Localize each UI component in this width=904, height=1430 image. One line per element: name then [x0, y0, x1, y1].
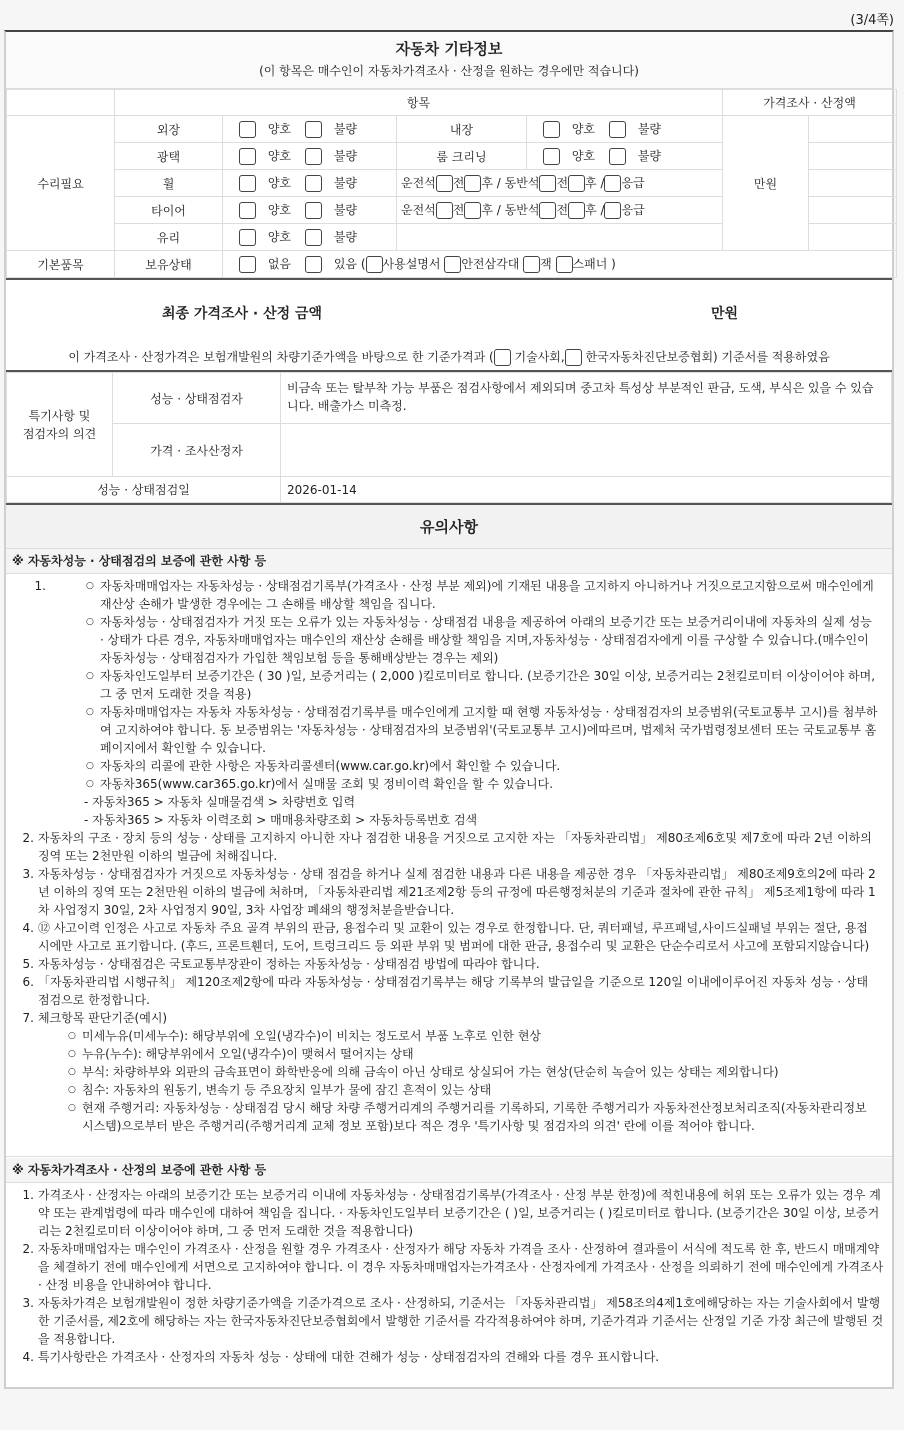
item-number: 2.	[22, 1242, 34, 1256]
sub-item: ○ 자동차의 리콜에 관한 사항은 자동차리콜센터(www.car.go.kr)에서 확인할 수 있습니다.	[84, 757, 878, 775]
list-item	[10, 577, 878, 829]
gloss-label: 광택	[115, 143, 223, 170]
glass-label: 유리	[115, 224, 223, 251]
sub-item: ○ 부식: 차량하부와 외판의 금속표면이 화학반응에 의해 금속이 아닌 상태로 상실되어 가는 현상(단순히 녹슬어 있는 상태는 제외합니다)	[66, 1063, 878, 1081]
interior-bad-checkbox[interactable]	[609, 121, 626, 138]
front-label: 전	[556, 203, 569, 217]
tire-emergency-checkbox[interactable]	[604, 202, 621, 219]
driver-seat-label: 운전석	[401, 203, 436, 217]
bad-label: 불량	[637, 149, 662, 163]
good-label: 양호	[267, 176, 292, 190]
wheel-driver-rear-checkbox[interactable]	[464, 175, 481, 192]
item-number: 5.	[22, 957, 34, 971]
repair-label: 수리필요	[7, 116, 115, 251]
list-item	[10, 865, 878, 919]
item-text: ⑫ 사고이력 인정은 사고로 자동차 주요 골격 부위의 판금, 용접수리 및 교환이 있는 경우로 한정합니다. 단, 쿼터패널, 루프패널,사이드실패널 부위는 절단, 용접 시에만 사고로 표기합니다. (후드, 프론트휀더, 도어, 트렁크리드 등 외판 부위 및 범퍼에 대한 판금, 용접수리 및 교환은 단순수리로서 사고에 포함되지않습니다)	[38, 921, 870, 953]
engineers-society-checkbox[interactable]	[494, 349, 511, 366]
repair-unit: 만원	[723, 116, 809, 251]
final-amount-note	[6, 348, 892, 366]
passenger-seat-label: 동반석	[504, 203, 540, 217]
good-label: 양호	[267, 149, 292, 163]
spanner-checkbox[interactable]	[556, 256, 573, 273]
bad-label: 불량	[333, 149, 358, 163]
inspection-date-label: 성능 · 상태점검일	[7, 477, 281, 503]
sub-item: ○ 자동차365(www.car365.go.kr)에서 실매물 조회 및 정비이력 확인을 할 수 있습니다.	[84, 775, 878, 793]
good-label: 양호	[571, 149, 596, 163]
header-price: 가격조사 · 산정액	[723, 90, 897, 116]
list-item	[10, 973, 878, 1009]
list-item	[10, 1294, 884, 1348]
triangle-checkbox[interactable]	[444, 256, 461, 273]
sub-list	[84, 577, 878, 793]
sub-item: ○ 자동차성능 · 상태점검자가 거짓 또는 오류가 있는 자동차성능 · 상태점검 내용을 제공하여 아래의 보증기간 또는 보증거리이내에 자동차의 실제 성능 · 상태가 다른 경우, 자동차매매업자는 매수인의 재산상 손해를 배상할 책임을 지며,자동차성능 · 상태점검자에게 이를 구상할 수 있습니다.(매수인이 자동차성능 · 상태점검자가 가입한 책임보험 등을 통해배상받는 경우는 제외)	[84, 613, 878, 667]
dash-item: - 자동차365 > 자동차 이력조회 > 매매용차량조회 > 자동차등록번호 검색	[84, 813, 478, 827]
item-text: 자동차의 구조 · 장치 등의 성능 · 상태를 고지하지 아니한 자나 점검한 내용을 거짓으로 고지한 자는 「자동차관리법」 제80조제6호및 제7호에 따라 2년 이하의 징역 또는 2천만원 이하의 벌금에 처해집니다.	[38, 831, 872, 863]
dash-item: - 자동차365 > 자동차 실매물검색 > 차량번호 입력	[84, 795, 356, 809]
bad-label: 불량	[333, 122, 358, 136]
item-text: 자동차가격은 보험개발원이 정한 차량기준가액을 기준가격으로 조사 · 산정하되, 기준서는 「자동차관리법」 제58조의4제1호에해당하는 자는 기술사회에서 발행한 기준서를, 제2호에 해당하는 자는 한국자동차진단보증협회에서 발행한 기준서를 각각적용하여야 하며, 기준가격과 기준서는 산정일 기준 가장 최근에 발행된 것을 적용합니다.	[38, 1296, 884, 1346]
wheel-passenger-rear-checkbox[interactable]	[568, 175, 585, 192]
gloss-good-checkbox[interactable]	[239, 148, 256, 165]
manual-checkbox[interactable]	[366, 256, 383, 273]
list-item	[10, 919, 878, 955]
item-text: 자동차성능 · 상태점검은 국토교통부장관이 정하는 자동차성능 · 상태점검 방법에 따라야 합니다.	[38, 957, 540, 971]
tire-driver-rear-checkbox[interactable]	[464, 202, 481, 219]
interior-label: 내장	[397, 116, 527, 143]
wheel-good-checkbox[interactable]	[239, 175, 256, 192]
sub-list	[38, 1027, 878, 1135]
inspector-opinion: 비금속 또는 탈부착 가능 부품은 점검사항에서 제외되며 중고차 특성상 부분적인 판금, 도색, 부식은 있을 수 있습니다. 배출가스 미측정.	[281, 373, 892, 424]
price-warranty-list	[6, 1183, 892, 1366]
jack-checkbox[interactable]	[523, 256, 540, 273]
bad-label: 불량	[333, 203, 358, 217]
none-checkbox[interactable]	[239, 256, 256, 273]
emergency-label: 응급	[621, 203, 645, 217]
rear-label: 후 /	[481, 203, 501, 217]
page-number: (3/4쪽)	[850, 13, 894, 28]
item-number: 1.	[34, 579, 46, 593]
item-text: 자동차성능 · 상태점검자가 거짓으로 자동차성능 · 상태 점검을 하거나 실제 점검한 내용과 다른 내용을 제공한 경우 「자동차관리법」 제80조제9호의2에 따라 2년 이하의 징역 또는 2천만원 이하의 벌금에 처하며, 「자동차관리법 제21조제2항 등의 규정에 따른행정처분의 기준과 절차에 관한 규칙」 제5조제1항에 따라 1차 사업정지 30일, 2차 사업정지 90일, 3차 사업장 폐쇄의 행정처분을받습니다.	[38, 867, 876, 917]
sub-item: ○ 누유(누수): 해당부위에서 오일(냉각수)이 맺혀서 떨어지는 상태	[66, 1045, 878, 1063]
item-text: 「자동차관리법 시행규칙」 제120조제2항에 따라 자동차성능 · 상태점검기록부는 해당 기록부의 발급일을 기준으로 120일 이내에이루어진 자동차 성능 · 상태점검으로 한정합니다.	[38, 975, 869, 1007]
passenger-seat-label: 동반석	[504, 176, 540, 190]
exterior-bad-checkbox[interactable]	[305, 121, 322, 138]
exterior-good-checkbox[interactable]	[239, 121, 256, 138]
item-number: 1.	[22, 1188, 34, 1202]
opinion-section	[6, 372, 892, 505]
item-number: 2.	[22, 831, 34, 845]
rear-label: 후 /	[585, 176, 605, 190]
item-number: 4.	[22, 921, 34, 935]
price-warranty-heading: ※ 자동차가격조사 · 산정의 보증에 관한 사항 등	[6, 1158, 892, 1183]
rear-label: 후 /	[481, 176, 501, 190]
list-item	[10, 955, 878, 973]
item-text: 체크항목 판단기준(예시)	[38, 1011, 168, 1025]
have-checkbox[interactable]	[305, 256, 322, 273]
tire-passenger-rear-checkbox[interactable]	[568, 202, 585, 219]
other-info-title: 자동차 기타정보	[395, 40, 503, 58]
opinion-label-2: 점검자의 의견	[22, 426, 97, 441]
bad-label: 불량	[637, 122, 662, 136]
own-status-label: 보유상태	[115, 251, 223, 278]
wheel-emergency-checkbox[interactable]	[604, 175, 621, 192]
interior-good-checkbox[interactable]	[543, 121, 560, 138]
notice-section	[6, 505, 892, 1366]
good-label: 양호	[267, 230, 292, 244]
note-text: 기술사회,	[514, 350, 565, 364]
front-label: 전	[452, 176, 465, 190]
header-item: 항목	[115, 90, 723, 116]
item-number: 3.	[22, 867, 34, 881]
room-bad-checkbox[interactable]	[609, 148, 626, 165]
opinion-label-1: 특기사항 및	[28, 408, 91, 423]
spanner-label: 스패너 )	[572, 257, 616, 271]
driver-seat-label: 운전석	[401, 176, 436, 190]
front-label: 전	[452, 203, 465, 217]
glass-bad-checkbox[interactable]	[305, 229, 322, 246]
basic-items-label: 기본품목	[7, 251, 115, 278]
glass-good-checkbox[interactable]	[239, 229, 256, 246]
list-item	[10, 1186, 884, 1240]
wheel-passenger-front-checkbox[interactable]	[539, 175, 556, 192]
tire-label: 타이어	[115, 197, 223, 224]
note-text: 한국자동차진단보증협회) 기준서를 적용하였음	[585, 350, 830, 364]
inspection-warranty-heading: ※ 자동차성능 · 상태점검의 보증에 관한 사항 등	[6, 549, 892, 574]
list-item	[10, 1348, 884, 1366]
tire-driver-front-checkbox[interactable]	[436, 202, 453, 219]
kadia-checkbox[interactable]	[565, 349, 582, 366]
final-amount-unit: 만원	[711, 306, 739, 322]
other-info-table	[6, 89, 897, 278]
tire-good-checkbox[interactable]	[239, 202, 256, 219]
price-person-opinion	[281, 424, 892, 477]
note-text: 이 가격조사 · 산정가격은 보험개발원의 차량기준가액을 바탕으로 한 기준가격과 (	[68, 350, 494, 364]
sub-item: ○ 침수: 자동차의 원동기, 변속기 등 주요장치 일부가 물에 잠긴 흔적이 있는 상태	[66, 1081, 878, 1099]
opinion-table	[6, 372, 892, 503]
price-person-label: 가격 · 조사산정자	[113, 424, 281, 477]
good-label: 양호	[267, 203, 292, 217]
exterior-label: 외장	[115, 116, 223, 143]
rear-label: 후 /	[585, 203, 605, 217]
other-info-section	[6, 32, 892, 280]
item-number: 3.	[22, 1296, 34, 1310]
bad-label: 불량	[333, 230, 358, 244]
emergency-label: 응급	[621, 176, 645, 190]
room-cleaning-label: 룸 크리닝	[397, 143, 527, 170]
wheel-bad-checkbox[interactable]	[305, 175, 322, 192]
none-label: 없음	[267, 257, 292, 271]
notice-title: 유의사항	[6, 505, 892, 549]
item-number: 4.	[22, 1350, 34, 1364]
item-number: 7.	[22, 1011, 34, 1025]
front-label: 전	[556, 176, 569, 190]
sub-item: ○ 현재 주행거리: 자동차성능 · 상태점검 당시 해당 차량 주행거리계의 주행거리를 기록하되, 기록한 주행거리가 자동차전산정보처리조직(자동차관리정보시스템)으로부터 받은 주행거리(주행거리계 교체 정보 포함)보다 적은 경우 '특기사항 및 점검자의 의견' 란에 이를 적어야 합니다.	[66, 1099, 878, 1135]
tire-passenger-front-checkbox[interactable]	[539, 202, 556, 219]
item-text: 특기사항란은 가격조사 · 산정자의 자동차 성능 · 상태에 대한 견해가 성능 · 상태점검자의 견해와 다를 경우 표시합니다.	[38, 1350, 660, 1364]
manual-label: 사용설명서	[382, 257, 441, 271]
good-label: 양호	[571, 122, 596, 136]
have-label: 있음 (	[333, 257, 366, 271]
inspection-date: 2026-01-14	[281, 477, 892, 503]
inspector-label: 성능 · 상태점검자	[113, 373, 281, 424]
item-text: 자동차매매업자는 매수인이 가격조사 · 산정을 원할 경우 가격조사 · 산정자가 해당 자동차 가격을 조사 · 산정하여 결과를이 서식에 적도록 한 후, 반드시 매매계약을 체결하기 전에 매수인에게 서면으로 고지하여야 합니다. 이 경우 자동차매매업자는가격조사 · 산정자에게 가격조사 · 산정을 의뢰하기 전에 매수인에게 가격조사 · 산정 비용을 안내하여야 합니다.	[38, 1242, 884, 1292]
sub-item: ○ 미세누유(미세누수): 해당부위에 오일(냉각수)이 비치는 정도로서 부품 노후로 인한 현상	[66, 1027, 878, 1045]
list-item	[10, 1009, 878, 1135]
inspection-sheet	[4, 30, 894, 1389]
jack-label: 잭	[540, 257, 552, 271]
sub-item: ○ 자동차매매업자는 자동차 자동차성능 · 상태점검기록부를 매수인에게 고지할 때 현행 자동차성능 · 상태점검자의 보증범위(국토교통부 고시)를 첨부하여 고지하여야 합니다. 동 보증범위는 '자동차성능 · 상태점검자의 보증범위'(국토교통부 고시)에따르며, 법제처 국가법령정보센터 또는 국토교통부 홈페이지에서 확인할 수 있습니다.	[84, 703, 878, 757]
good-label: 양호	[267, 122, 292, 136]
triangle-label: 안전삼각대	[461, 257, 520, 271]
final-amount-title: 최종 가격조사 · 산정 금액	[162, 306, 323, 322]
wheel-label: 휠	[115, 170, 223, 197]
wheel-driver-front-checkbox[interactable]	[436, 175, 453, 192]
sub-item: ○ 자동차매매업자는 자동차성능 · 상태점검기록부(가격조사 · 산정 부분 제외)에 기재된 내용을 고지하지 아니하거나 거짓으로고지함으로써 매수인에게 재산상 손해가 발생한 경우에는 그 손해를 배상할 책임을 집니다.	[84, 577, 878, 613]
final-amount-section	[6, 280, 892, 372]
list-item	[10, 829, 878, 865]
item-number: 6.	[22, 975, 34, 989]
bad-label: 불량	[333, 176, 358, 190]
other-info-subtitle: (이 항목은 매수인이 자동차가격조사 · 산정을 원하는 경우에만 적습니다)	[259, 64, 639, 78]
list-item	[10, 1240, 884, 1294]
item-text: 가격조사 · 산정자는 아래의 보증기간 또는 보증거리 이내에 자동차성능 · 상태점검기록부(가격조사 · 산정 부분 한정)에 적힌내용에 허위 또는 오류가 있는 경우 계약 또는 관계법령에 따라 매수인에 대하여 책임을 집니다. · 자동차인도일부터 보증기간은 ( )일, 보증거리는 ( )킬로미터로 합니다. (보증기간은 30일 이상, 보증거리는 2천킬로미터 이상이어야 하며, 그 중 먼저 도래한 것을 적용합니다)	[38, 1188, 881, 1238]
tire-bad-checkbox[interactable]	[305, 202, 322, 219]
room-good-checkbox[interactable]	[543, 148, 560, 165]
inspection-warranty-list	[6, 574, 892, 1135]
gloss-bad-checkbox[interactable]	[305, 148, 322, 165]
sub-item: ○ 자동차인도일부터 보증기간은 ( 30 )일, 보증거리는 ( 2,000 )킬로미터로 합니다. (보증기간은 30일 이상, 보증거리는 2천킬로미터 이상이어야 하며, 그 중 먼저 도래한 것을 적용)	[84, 667, 878, 703]
